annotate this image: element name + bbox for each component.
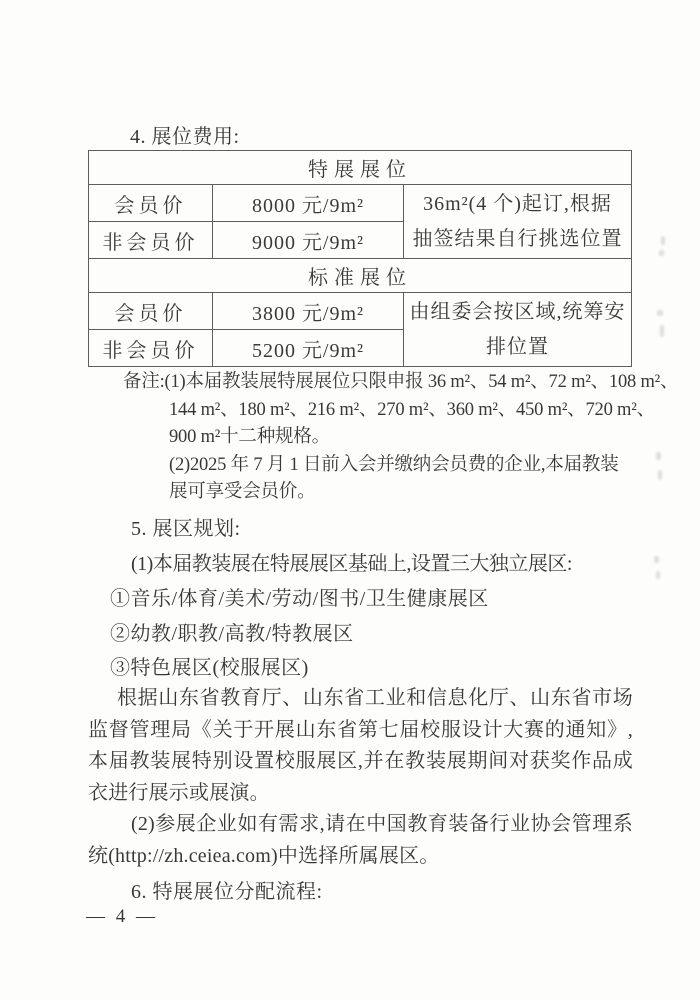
standard-nonmember-price: 5200 元/9m² — [213, 330, 404, 367]
standard-note-line-2: 排位置 — [486, 335, 549, 358]
special-member-label: 会员价 — [89, 185, 213, 222]
zone-item-1: ①音乐/体育/美术/劳动/图书/卫生健康展区 — [110, 588, 489, 610]
section-6-heading: 6. 特展展位分配流程: — [131, 881, 323, 903]
special-note-line-2: 抽签结果自行挑选位置 — [412, 227, 623, 250]
special-note-line-1: 36m²(4 个)起订,根据 — [423, 192, 612, 215]
zone-item-3: ③特色展区(校服展区) — [110, 657, 309, 679]
fee-table — [88, 150, 632, 367]
special-nonmember-price: 9000 元/9m² — [213, 222, 404, 259]
zone-item-2: ②幼教/职教/高教/特教展区 — [110, 623, 354, 645]
special-member-price: 8000 元/9m² — [213, 185, 404, 222]
standard-member-price: 3800 元/9m² — [213, 293, 404, 330]
standard-booth-note — [404, 293, 632, 367]
standard-booth-header: 标准展位 — [89, 259, 632, 293]
special-nonmember-label: 非会员价 — [89, 222, 213, 259]
remarks-block — [123, 369, 679, 507]
table-row — [89, 185, 632, 222]
remark-line: 备注:(1)本届教装展特展展位只限申报 36 m²、54 m²、72 m²、108 m²、 — [123, 372, 679, 392]
remark-line: (2)2025 年 7 月 1 日前入会并缴纳会员费的企业,本届教装 — [169, 454, 619, 475]
scan-artifact — [661, 236, 665, 245]
special-booth-note — [404, 185, 632, 259]
table-row — [89, 293, 632, 330]
scan-artifact — [657, 310, 663, 316]
section-5-intro: (1)本届教装展在特展展区基础上,设置三大独立展区: — [131, 553, 572, 575]
standard-booth-header-row — [89, 259, 632, 293]
remark-line: 900 m²十二种规格。 — [169, 427, 330, 447]
standard-note-line-1: 由组委会按区域,统筹安 — [409, 300, 626, 323]
standard-member-label: 会员价 — [89, 293, 213, 330]
section-5-heading: 5. 展区规划: — [131, 518, 241, 540]
scan-artifact — [654, 556, 659, 563]
special-booth-header-row — [89, 151, 632, 185]
system-selection-paragraph: (2)参展企业如有需求,请在中国教育装备行业协会管理系统(http://zh.ceiea.com)中选择所属展区。 — [88, 813, 633, 867]
scan-artifact — [656, 571, 660, 579]
section-4-heading: 4. 展位费用: — [130, 126, 240, 148]
scan-artifact — [656, 452, 661, 460]
remark-line: 144 m²、180 m²、216 m²、270 m²、360 m²、450 m²、720 m²、 — [169, 399, 655, 420]
special-booth-header: 特展展位 — [89, 151, 632, 185]
page-number: — 4 — — [86, 906, 158, 927]
scan-artifact — [658, 470, 662, 480]
scan-artifact — [660, 325, 664, 337]
uniform-zone-paragraph: 根据山东省教育厅、山东省工业和信息化厅、山东省市场监督管理局《关于开展山东省第七届校服设计大赛的通知》,本届教装展特别设置校服展区,并在教装展期间对获奖作品成衣进行展示或展演。 — [88, 687, 633, 804]
scan-artifact — [659, 250, 664, 256]
remark-line: 展可享受会员价。 — [169, 482, 316, 502]
standard-nonmember-label: 非会员价 — [89, 330, 213, 367]
